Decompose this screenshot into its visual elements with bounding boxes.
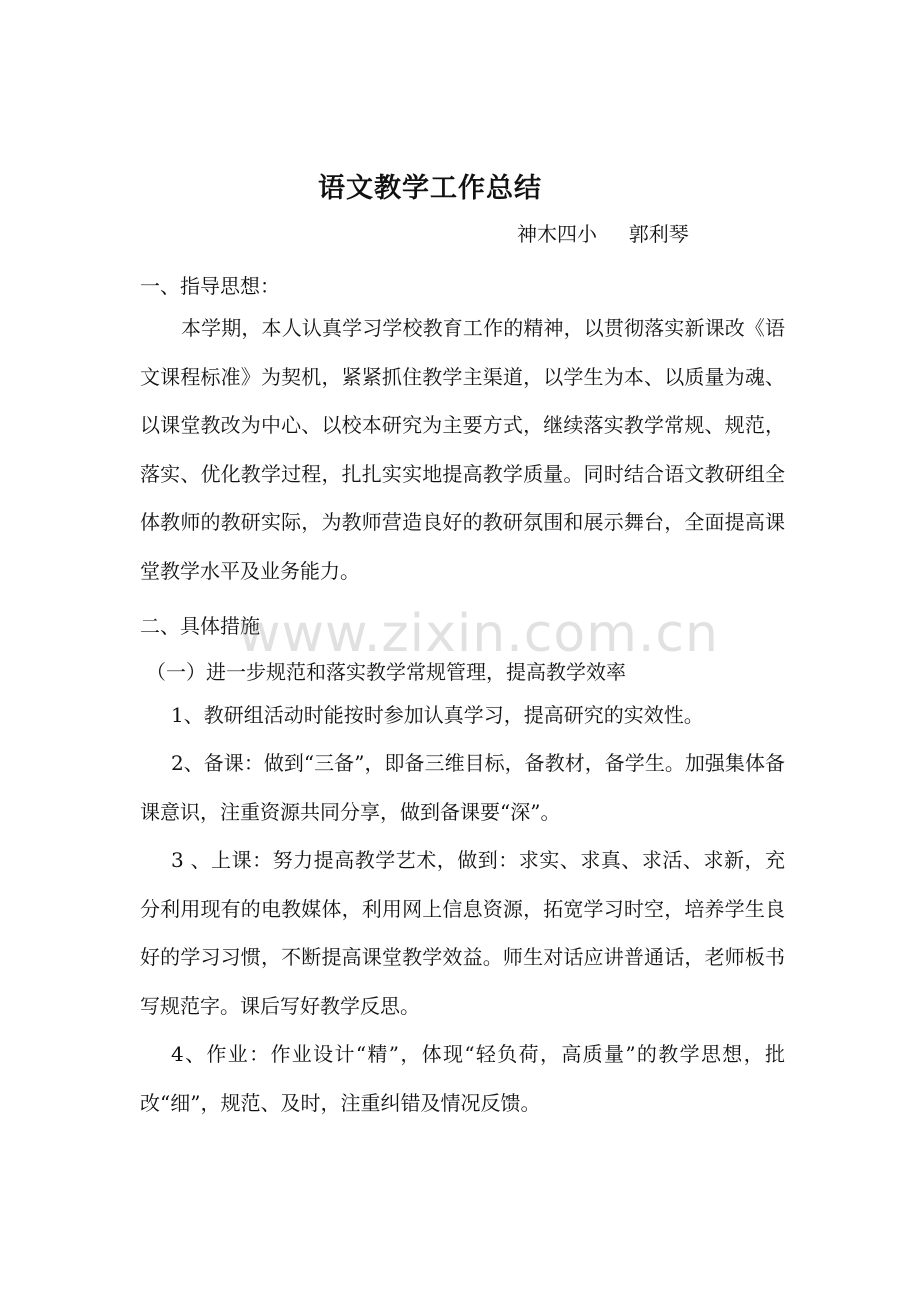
section-heading-guiding-thought: 一、指导思想： <box>140 274 280 298</box>
list-item-classroom-teaching: 3 、上课：努力提高教学艺术，做到：求实、求真、求活、求新，充分利用现有的电教媒体，利用网上信息资源，拓宽学习时空，培养学生良好的学习习惯，不断提高课堂教学效益。师生对话应讲普通话，老师板书写规范字。课后写好教学反思。 <box>140 848 785 1018</box>
subsection-heading-routine-management: （一）进一步规范和落实教学常规管理，提高教学效率 <box>146 660 626 684</box>
paragraph-guiding-thought: 本学期，本人认真学习学校教育工作的精神，以贯彻落实新课改《语文课程标准》为契机，紧紧抓住教学主渠道，以学生为本、以质量为魂、以课堂教改为中心、以校本研究为主要方式，继续落实教学常规、规范，落实、优化教学过程，扎扎实实地提高教学质量。同时结合语文教研组全体教师的教研实际，为教师营造良好的教研氛围和展示舞台，全面提高课堂教学水平及业务能力。 <box>140 316 785 583</box>
author-line: 神木四小 郭利琴 <box>517 222 689 246</box>
watermark: www.zixin.com.cn <box>238 604 719 664</box>
section-heading-measures: 二、具体措施 <box>140 614 260 638</box>
list-item-teaching-research: 1、教研组活动时能按时参加认真学习，提高研究的实效性。 <box>171 703 704 727</box>
list-item-lesson-preparation: 2、备课：做到“三备”，即备三维目标，备教材，备学生。加强集体备课意识，注重资源共同分享，做到备课要“深”。 <box>140 751 785 824</box>
document-title: 语文教学工作总结 <box>318 173 542 204</box>
list-item-homework: 4、作业：作业设计“精”，体现“轻负荷，高质量”的教学思想，批改“细”，规范、及时，注重纠错及情况反馈。 <box>140 1042 785 1115</box>
